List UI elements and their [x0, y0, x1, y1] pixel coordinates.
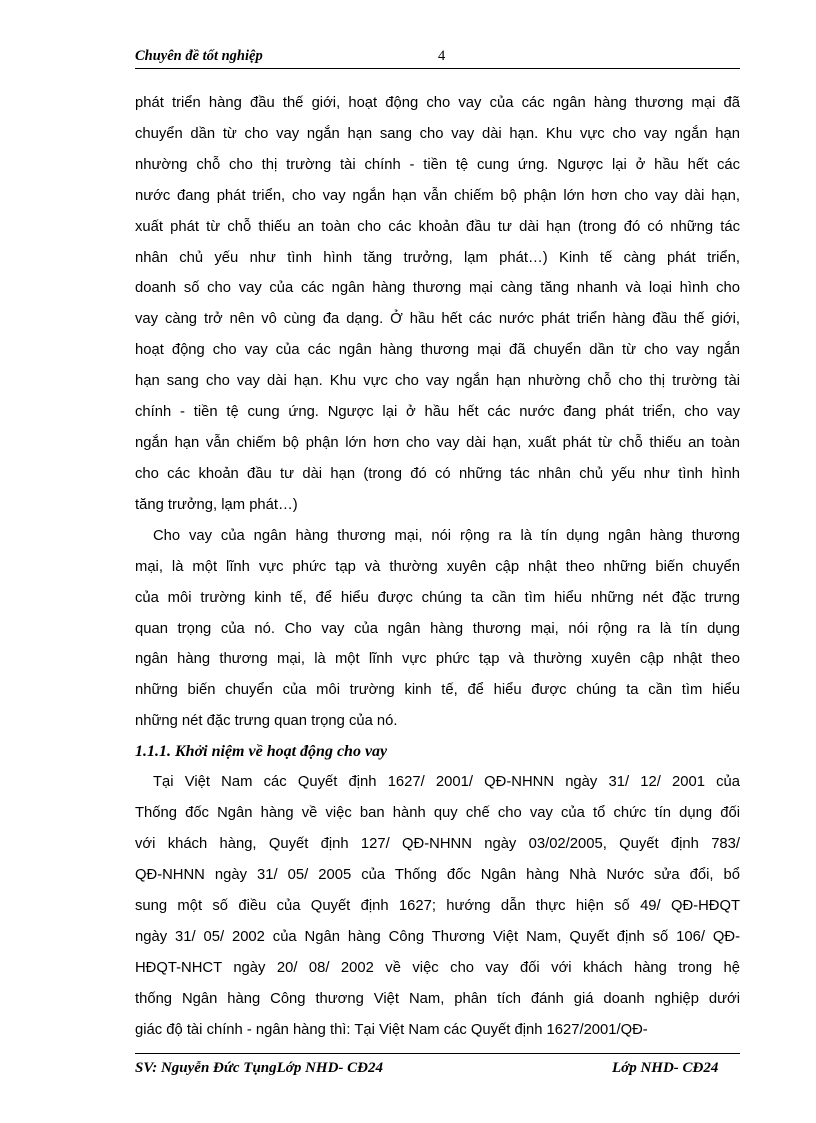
text-line: cho các khoản đầu tư dài hạn (trong đó có những tác nhân chủ yếu như tình hình: [135, 466, 740, 482]
header-divider: [135, 68, 740, 69]
text-line: quan trọng của nó. Cho vay của ngân hàng thương mại, nói rộng ra là tín dụng: [135, 621, 740, 637]
text-line: tăng trưởng, lạm phát…): [135, 497, 298, 513]
text-line: phát triển hàng đầu thế giới, hoạt động cho vay của các ngân hàng thương mại đã: [135, 95, 740, 111]
text-line: nước đang phát triển, cho vay ngắn hạn vẫn chiếm bộ phận lớn hơn cho vay dài hạn,: [135, 188, 740, 204]
text-line: xuất phát từ chỗ thiếu an toàn cho các khoản đầu tư dài hạn (trong đó có những tác: [135, 219, 740, 235]
text-line: Tại Việt Nam các Quyết định 1627/ 2001/ QĐ-NHNN ngày 31/ 12/ 2001 của: [153, 774, 740, 790]
text-line: nhường chỗ cho thị trường tài chính - tiền tệ cung ứng. Ngược lại ở hầu hết các: [135, 157, 740, 173]
text-line: Cho vay của ngân hàng thương mại, nói rộng ra là tín dụng ngân hàng thương: [153, 528, 740, 544]
text-line: của môi trường kinh tế, để hiểu được chúng ta cần tìm hiểu những nét đặc trưng: [135, 590, 740, 606]
text-line: QĐ-NHNN ngày 31/ 05/ 2005 của Thống đốc Ngân hàng Nhà Nước sửa đổi, bổ: [135, 867, 740, 883]
text-line: vay càng trở nên vô cùng đa dạng. Ở hầu hết các nước phát triển hàng đầu thế giới,: [135, 311, 740, 327]
text-line: HĐQT-NHCT ngày 20/ 08/ 2002 về việc cho vay đối với khách hàng trong hệ: [135, 960, 740, 976]
text-line: hoạt động cho vay của các ngân hàng thương mại đã chuyển dần từ cho vay ngắn: [135, 342, 740, 358]
text-line: những nét đặc trưng quan trọng của nó.: [135, 713, 398, 729]
text-line: hạn sang cho vay dài hạn. Khu vực cho vay ngắn hạn nhường chỗ cho thị trường tài: [135, 373, 740, 389]
header-bar: [135, 48, 740, 68]
text-line: ngân hàng thương mại, là một lĩnh vực phức tạp và thường xuyên cập nhật theo: [135, 651, 740, 667]
page-number: 4: [438, 48, 446, 64]
text-line: Thống đốc Ngân hàng về việc ban hành quy chế cho vay của tổ chức tín dụng đối: [135, 805, 740, 821]
text-line: chuyển dần từ cho vay ngắn hạn sang cho vay dài hạn. Khu vực cho vay ngắn hạn: [135, 126, 740, 142]
text-line: những biến chuyển của môi trường kinh tế, để hiểu được chúng ta cần tìm hiểu: [135, 682, 740, 698]
text-line: sung một số điều của Quyết định 1627; hướng dẫn thực hiện số 49/ QĐ-HĐQT: [135, 898, 740, 914]
footer-divider: [135, 1053, 740, 1054]
text-line: với khách hàng, Quyết định 127/ QĐ-NHNN ngày 03/02/2005, Quyết định 783/: [135, 836, 740, 852]
text-line: mại, là một lĩnh vực phức tạp và thường xuyên cập nhật theo những biến chuyển: [135, 559, 740, 575]
section-heading: 1.1.1. Khởi niệm về hoạt động cho vay: [135, 743, 388, 760]
document-title: Chuyên đề tốt nghiệp: [135, 48, 263, 64]
text-line: nhân chủ yếu như tình hình tăng trưởng, lạm phát…) Kinh tế càng phát triển,: [135, 250, 740, 266]
text-line: chính - tiền tệ cung ứng. Ngược lại ở hầu hết các nước đang phát triển, cho vay: [135, 404, 740, 420]
footer-class: Lớp NHD- CĐ24: [612, 1060, 719, 1076]
footer-student: SV: Nguyễn Đức TụngLớp NHD- CĐ24: [135, 1060, 384, 1076]
text-line: ngắn hạn vẫn chiếm bộ phận lớn hơn cho vay dài hạn, xuất phát từ chỗ thiếu an toàn: [135, 435, 740, 451]
text-line: thống Ngân hàng Công thương Việt Nam, phân tích đánh giá doanh nghiệp dưới: [135, 991, 740, 1007]
text-line: doanh số cho vay của các ngân hàng thương mại càng tăng nhanh và loại hình cho: [135, 280, 740, 296]
text-line: ngày 31/ 05/ 2002 của Ngân hàng Công Thương Việt Nam, Quyết định số 106/ QĐ-: [135, 929, 740, 945]
text-line: giác độ tài chính - ngân hàng thì: Tại Việt Nam các Quyết định 1627/2001/QĐ-: [135, 1022, 648, 1038]
